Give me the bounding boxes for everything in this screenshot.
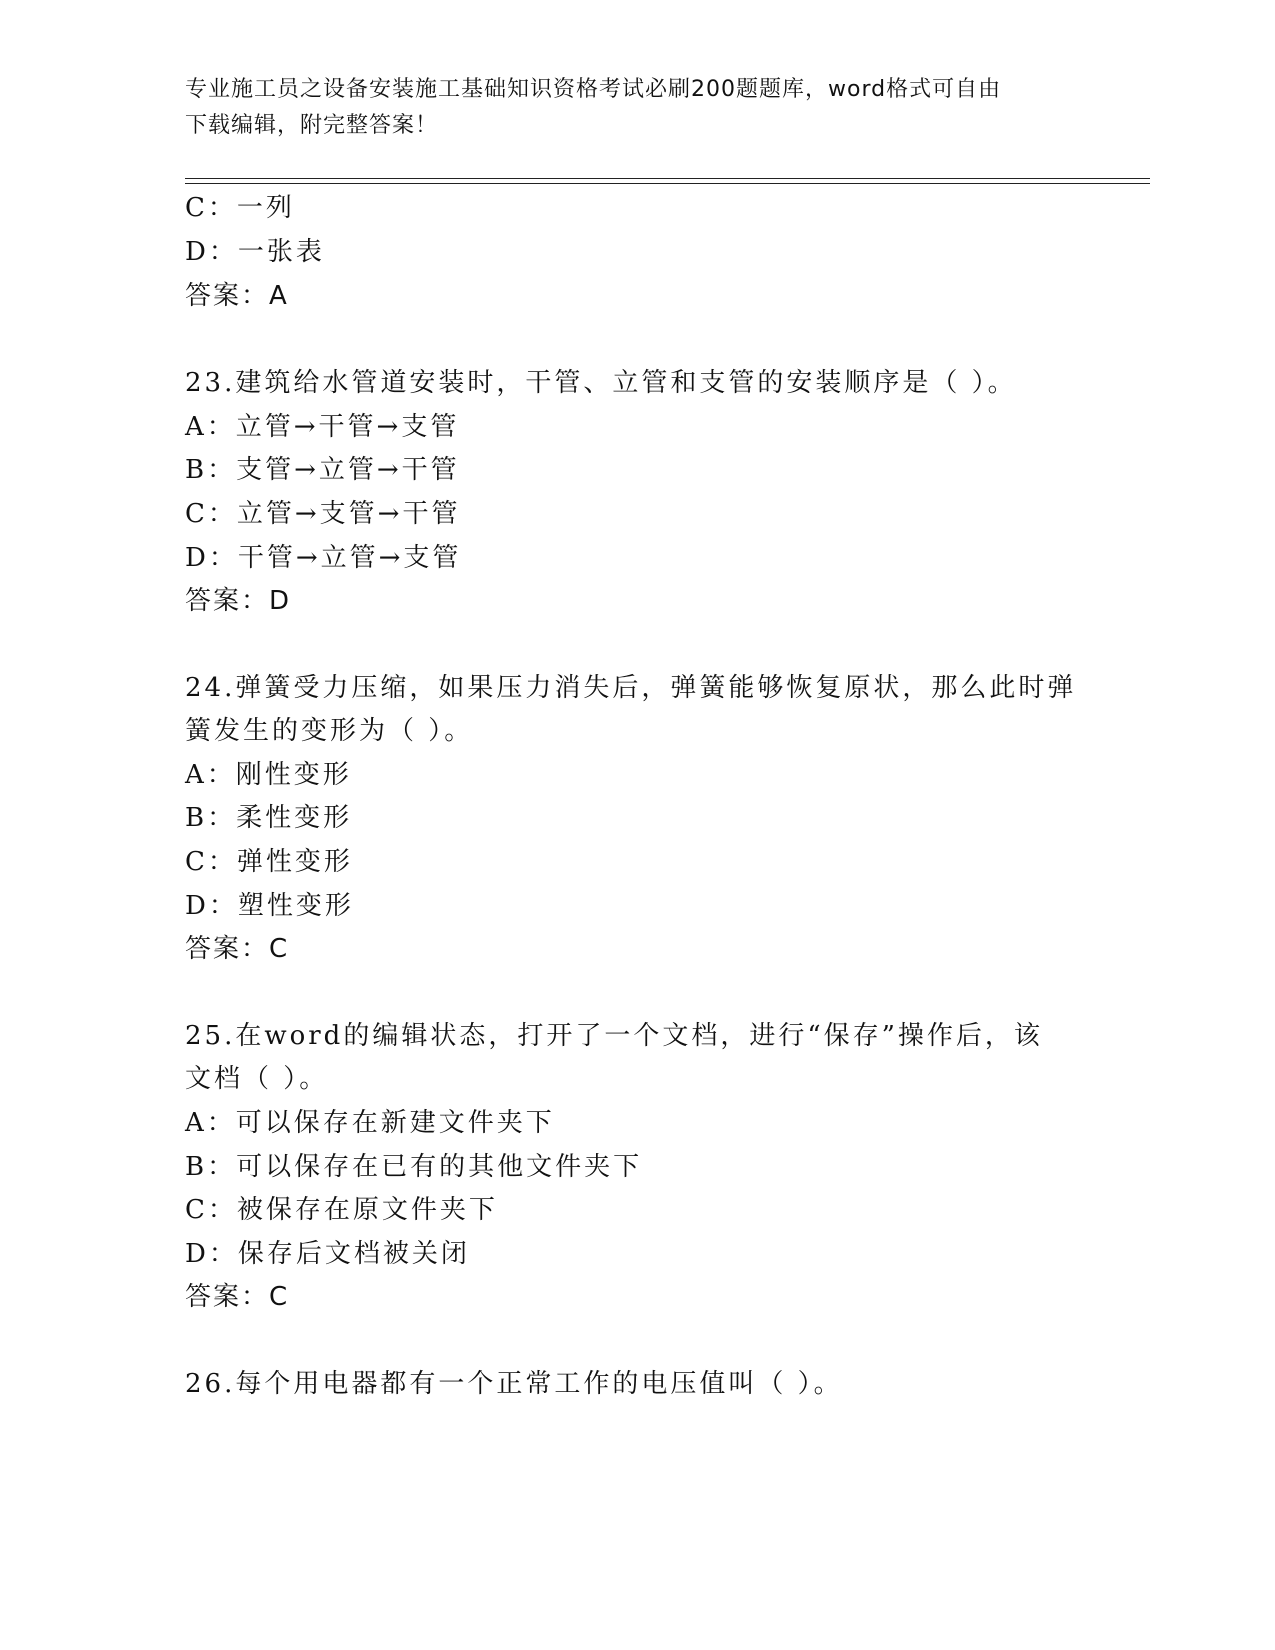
q23-option-b: B：支管→立管→干管 bbox=[185, 455, 460, 485]
q26-stem: 26.每个用电器都有一个正常工作的电压值叫（ ）。 bbox=[185, 1369, 843, 1399]
q23-stem: 23.建筑给水管道安装时，干管、立管和支管的安装顺序是（ ）。 bbox=[185, 368, 1017, 398]
header-line-2: 下载编辑，附完整答案！ bbox=[185, 113, 439, 138]
q25-option-b: B：可以保存在已有的其他文件夹下 bbox=[185, 1152, 643, 1182]
q23-answer: 答案：D bbox=[185, 586, 292, 616]
q24-option-d: D：塑性变形 bbox=[185, 891, 354, 921]
header-divider-bottom bbox=[185, 183, 1150, 184]
q23-option-d: D：干管→立管→支管 bbox=[185, 543, 462, 573]
q25-option-a: A：可以保存在新建文件夹下 bbox=[185, 1108, 555, 1138]
q24-stem-line-2: 簧发生的变形为（ ）。 bbox=[185, 716, 474, 746]
q25-stem-line-1: 25.在word的编辑状态，打开了一个文档，进行“保存”操作后，该 bbox=[185, 1021, 1043, 1051]
q24-answer: 答案：C bbox=[185, 934, 290, 964]
q24-option-c: C：弹性变形 bbox=[185, 847, 353, 877]
header-line-1: 专业施工员之设备安装施工基础知识资格考试必刷200题题库，word格式可自由 bbox=[185, 77, 1002, 102]
q25-option-c: C：被保存在原文件夹下 bbox=[185, 1195, 498, 1225]
q24-option-a: A：刚性变形 bbox=[185, 760, 352, 790]
q23-option-c: C：立管→支管→干管 bbox=[185, 499, 461, 529]
q22-answer: 答案：A bbox=[185, 281, 289, 311]
q24-option-b: B：柔性变形 bbox=[185, 803, 353, 833]
q22-option-c: C：一列 bbox=[185, 193, 295, 223]
q22-option-d: D：一张表 bbox=[185, 237, 325, 267]
q25-stem-line-2: 文档（ ）。 bbox=[185, 1064, 329, 1094]
q24-stem-line-1: 24.弹簧受力压缩，如果压力消失后，弹簧能够恢复原状，那么此时弹 bbox=[185, 673, 1077, 703]
q23-option-a: A：立管→干管→支管 bbox=[185, 412, 460, 442]
document-header bbox=[185, 72, 1065, 144]
q25-option-d: D：保存后文档被关闭 bbox=[185, 1239, 470, 1269]
q25-answer: 答案：C bbox=[185, 1282, 290, 1312]
header-divider-top bbox=[185, 178, 1150, 179]
